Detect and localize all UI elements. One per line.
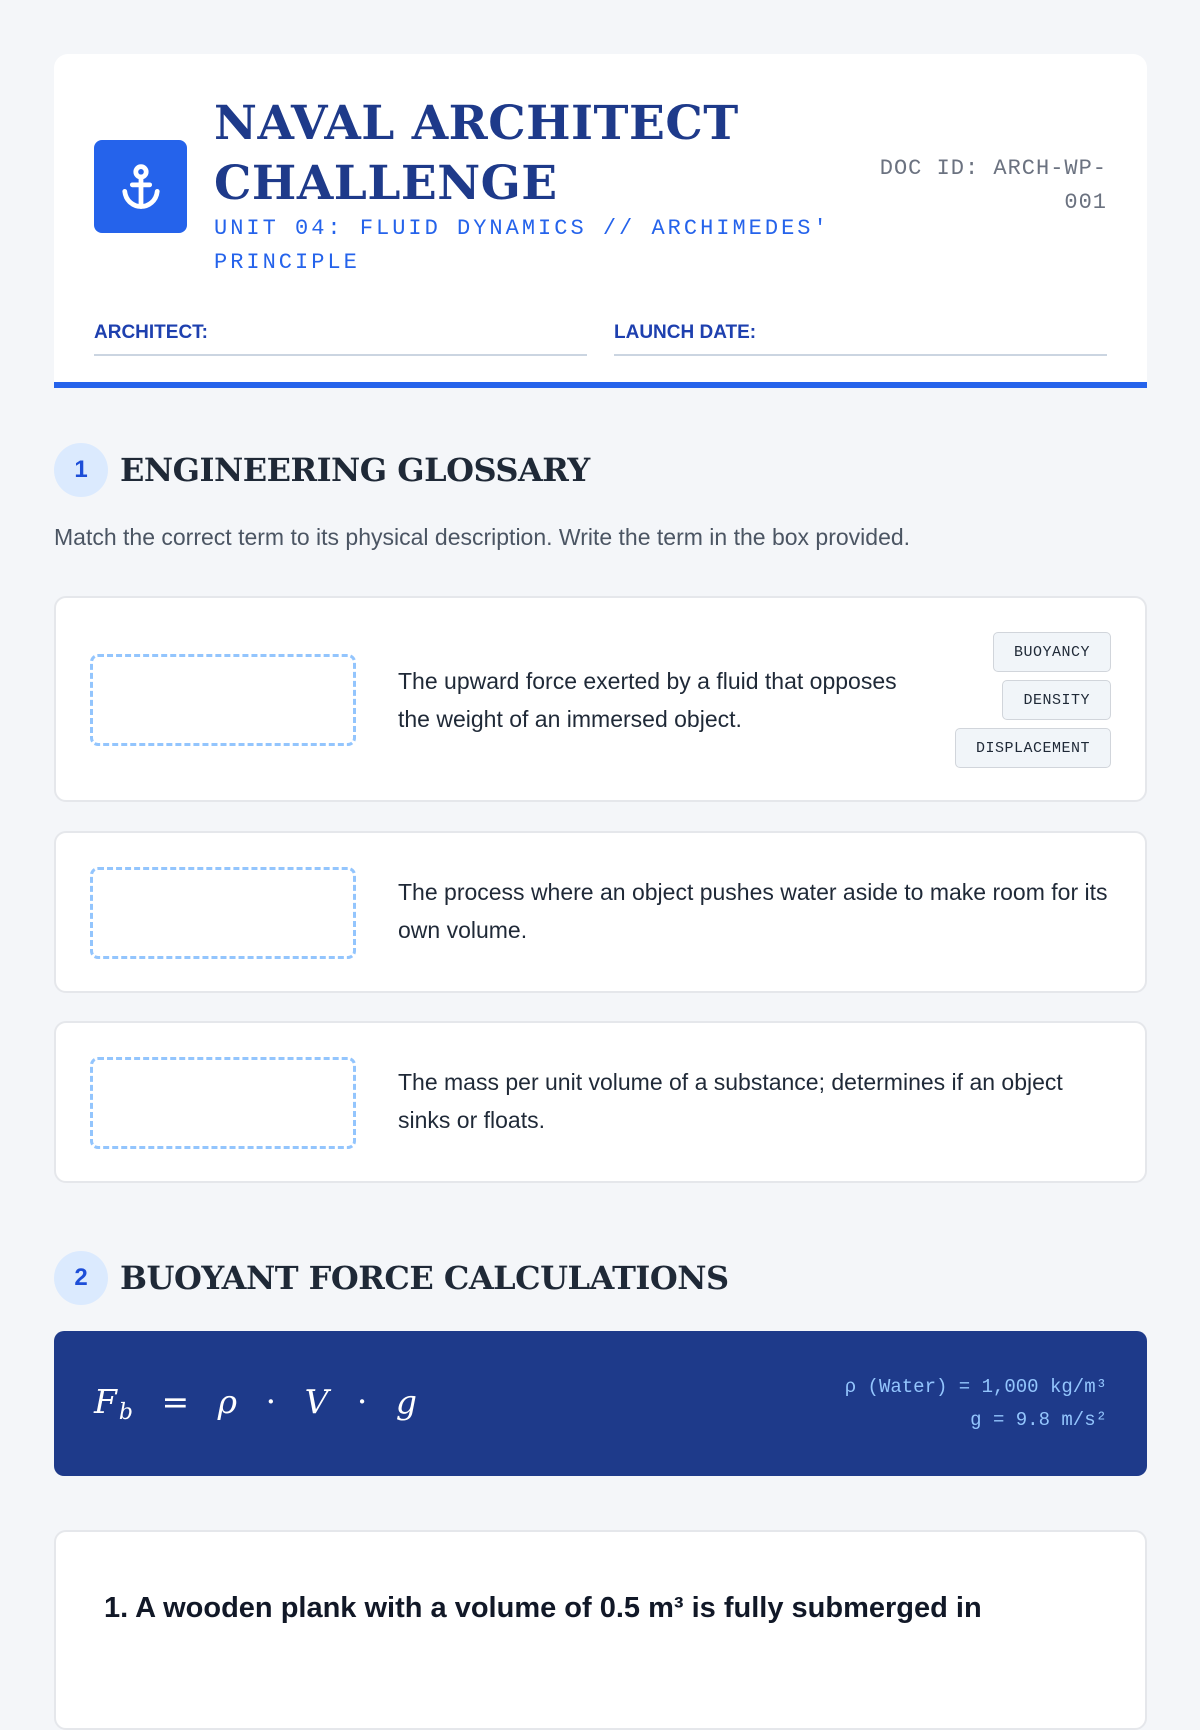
answer-box[interactable]: [90, 1057, 356, 1149]
answer-box[interactable]: [90, 654, 356, 746]
worksheet: [54, 54, 1147, 1624]
section-title: ENGINEERING GLOSSARY: [120, 451, 590, 489]
formula-equals: =: [161, 1382, 192, 1421]
section-number-badge: 1: [54, 443, 108, 497]
launch-date-label: LAUNCH DATE:: [614, 322, 757, 343]
glossary-description: The mass per unit volume of a substance; determines if an object sinks or floats.: [398, 1069, 1063, 1133]
page-title: NAVAL ARCHITECT CHALLENGE: [214, 96, 739, 211]
section-heading-calculations: [54, 1251, 729, 1305]
page-subtitle: UNIT 04: FLUID DYNAMICS // ARCHIMEDES' PRINCIPLE: [214, 216, 830, 275]
word-chip-density[interactable]: DENSITY: [1002, 680, 1111, 720]
formula-gravity: g: [395, 1382, 420, 1421]
formula-dot: ·: [356, 1382, 370, 1421]
doc-id: DOC ID: ARCH-WP-001: [879, 156, 1107, 215]
word-bank: [955, 632, 1111, 768]
problem-text: 1. A wooden plank with a volume of 0.5 m³ is fully submerged in: [104, 1592, 982, 1624]
constant-water-density: ρ (Water) = 1,000 kg/m³: [844, 1375, 1107, 1398]
section-title: BUOYANT FORCE CALCULATIONS: [120, 1259, 729, 1297]
section-number-badge: 2: [54, 1251, 108, 1305]
formula-panel: [54, 1331, 1147, 1476]
section-heading-glossary: [54, 443, 590, 497]
answer-box[interactable]: [90, 867, 356, 959]
constants: [845, 1371, 1107, 1437]
buoyant-force-formula: [94, 1382, 419, 1425]
instructions: Match the correct term to its physical description. Write the term in the box provided.: [54, 524, 911, 550]
architect-field[interactable]: [94, 320, 587, 356]
formula-subscript: b: [118, 1400, 135, 1425]
glossary-description: The process where an object pushes water aside to make room for its own volume.: [398, 879, 1108, 943]
formula-rho: ρ: [217, 1382, 240, 1421]
formula-dot: ·: [265, 1382, 279, 1421]
header-card: [54, 54, 1147, 388]
problem-card: [54, 1530, 1147, 1730]
architect-label: ARCHITECT:: [94, 322, 208, 343]
glossary-card: [54, 831, 1147, 993]
constant-gravity: g = 9.8 m/s²: [970, 1408, 1107, 1431]
launch-date-field[interactable]: [614, 320, 1107, 356]
glossary-card: [54, 596, 1147, 802]
logo: [94, 140, 187, 233]
formula-force: F: [94, 1382, 119, 1421]
word-chip-buoyancy[interactable]: BUOYANCY: [993, 632, 1111, 672]
glossary-card: [54, 1021, 1147, 1183]
anchor-icon: [115, 161, 167, 213]
glossary-description: The upward force exerted by a fluid that opposes the weight of an immersed object.: [398, 668, 897, 732]
word-chip-displacement[interactable]: DISPLACEMENT: [955, 728, 1111, 768]
formula-volume: V: [304, 1382, 331, 1421]
